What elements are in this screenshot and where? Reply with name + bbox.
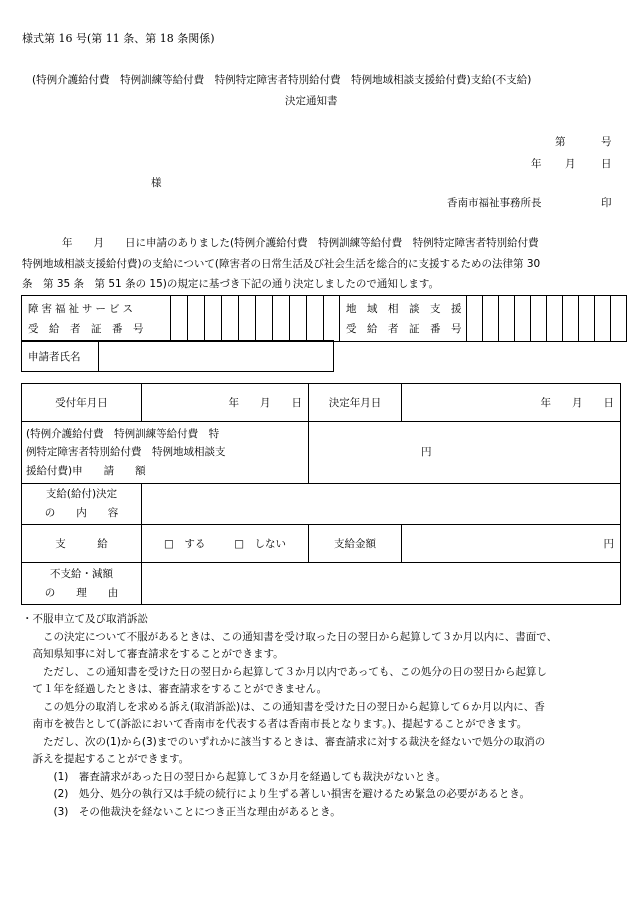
regional-cert-digit[interactable] (499, 296, 515, 342)
intro-line-3: 条 第 35 条 第 51 条の 15)の規定に基づき下記の通り決定しましたので通知します。 (22, 278, 440, 290)
doc-no-prefix: 第 (555, 136, 566, 148)
decision-date-label: 決定年月日 (309, 384, 402, 422)
payment-amount-label: 支給金額 (309, 525, 402, 563)
notice-line: この決定について不服があるときは、この通知書を受け取った日の翌日から起算して３か月以内に、書面で、 (22, 630, 558, 643)
notice-line: (3) その他裁決を経ないことにつき正当な理由があるとき。 (22, 805, 341, 818)
payment-label: 支 給 (22, 525, 142, 563)
intro-line-1: 年 月 日に申請のありました(特例介護給付費 特例訓練等給付費 特例特定障害者特別給付費 (62, 237, 539, 249)
certificate-table (21, 295, 627, 342)
service-cert-digit[interactable] (239, 296, 256, 342)
applicant-name-label: 申請者氏名 (22, 341, 99, 372)
payment-options (142, 525, 309, 563)
payment-amount-value[interactable]: 円 (402, 525, 621, 563)
notice-line: て１年を経過したときは、審査請求をすることができません。 (22, 683, 328, 695)
regional-cert-digit[interactable] (547, 296, 563, 342)
regional-cert-digit[interactable] (563, 296, 579, 342)
notice-line: ただし、この通知書を受けた日の翌日から起算して３か月以内であっても、この処分の日の翌日から起算し (22, 665, 547, 678)
form-number: 様式第 16 号(第 11 条、第 18 条関係) (22, 32, 215, 45)
service-cert-digit[interactable] (273, 296, 290, 342)
regional-cert-digit[interactable] (467, 296, 483, 342)
regional-cert-digit[interactable] (579, 296, 595, 342)
notice-heading: ・不服申立て及び取消訴訟 (22, 613, 148, 625)
intro-line-2: 特例地域相談支援給付費)の支給について(障害者の日常生活及び社会生活を総合的に支援するための法律第 30 (22, 258, 541, 270)
reason-value[interactable] (142, 563, 621, 605)
service-cert-label: 障害福祉サービス 受 給 者 証 番 号 (22, 296, 171, 342)
received-date-value[interactable]: 年 月 日 (142, 384, 309, 422)
applicant-name-table (21, 340, 334, 372)
notice-line: (1) 審査請求があった日の翌日から起算して３か月を経過しても裁決がないとき。 (22, 770, 446, 783)
service-cert-digit[interactable] (171, 296, 188, 342)
service-cert-digit[interactable] (205, 296, 222, 342)
title-line-1: (特例介護給付費 特例訓練等給付費 特例特定障害者特別給付費 特例地域相談支援給付費)支給(不支給) (32, 74, 532, 86)
decision-date-value[interactable]: 年 月 日 (402, 384, 621, 422)
payment-no-checkbox[interactable]: □ しない (234, 538, 287, 550)
notice-line: 高知県知事に対して審査請求をすることができます。 (22, 648, 284, 660)
payment-yes-checkbox[interactable]: □ する (163, 538, 206, 550)
service-cert-digit[interactable] (290, 296, 307, 342)
regional-cert-digit[interactable] (611, 296, 627, 342)
applicant-name-field[interactable] (99, 341, 334, 372)
regional-cert-digit[interactable] (483, 296, 499, 342)
decision-content-value[interactable] (142, 484, 621, 525)
title-line-2: 決定通知書 (285, 95, 338, 107)
date-day: 日 (601, 158, 612, 170)
notice-line: ただし、次の(1)から(3)までのいずれかに該当するときは、審査請求に対する裁決を経ないで処分の取消の (22, 735, 546, 748)
regional-cert-digit[interactable] (515, 296, 531, 342)
service-cert-digit[interactable] (324, 296, 340, 342)
notice-line: 南市を被告として(訴訟において香南市を代表する者は香南市長となります。)、提起することができます。 (22, 718, 528, 730)
reason-label: 不支給・減額 の 理 由 (22, 563, 142, 605)
doc-no-suffix: 号 (601, 136, 612, 148)
service-cert-digit[interactable] (256, 296, 273, 342)
service-cert-digit[interactable] (307, 296, 324, 342)
regional-cert-digit[interactable] (531, 296, 547, 342)
decision-content-label: 支給(給付)決定 の 内 容 (22, 484, 142, 525)
date-year: 年 (531, 158, 542, 170)
received-date-label: 受付年月日 (22, 384, 142, 422)
regional-cert-digit[interactable] (595, 296, 611, 342)
application-amount-yen: 円 (421, 446, 432, 458)
appeal-notice (22, 611, 557, 821)
application-amount-label: (特例介護給付費 特例訓練等給付費 特 例特定障害者特別給付費 特例地域相談支 援給付費)申 請 額 (22, 422, 309, 484)
service-cert-digit[interactable] (188, 296, 205, 342)
decision-table (21, 383, 621, 605)
regional-cert-label: 地 域 相 談 支 援 受 給 者 証 番 号 (340, 296, 467, 342)
notice-line: (2) 処分、処分の執行又は手続の続行により生ずる著しい損害を避けるため緊急の必要があるとき。 (22, 788, 530, 800)
recipient-suffix: 様 (151, 177, 162, 189)
service-cert-digit[interactable] (222, 296, 239, 342)
issuer: 香南市福祉事務所長 (447, 197, 542, 209)
notice-line: この処分の取消しを求める訴え(取消訴訟)は、この通知書を受けた日の翌日から起算して６か月以内に、香 (22, 700, 545, 713)
seal-mark: 印 (601, 197, 612, 209)
application-amount-value[interactable] (309, 422, 621, 484)
date-month: 月 (565, 158, 576, 170)
notice-line: 訴えを提起することができます。 (22, 753, 190, 765)
